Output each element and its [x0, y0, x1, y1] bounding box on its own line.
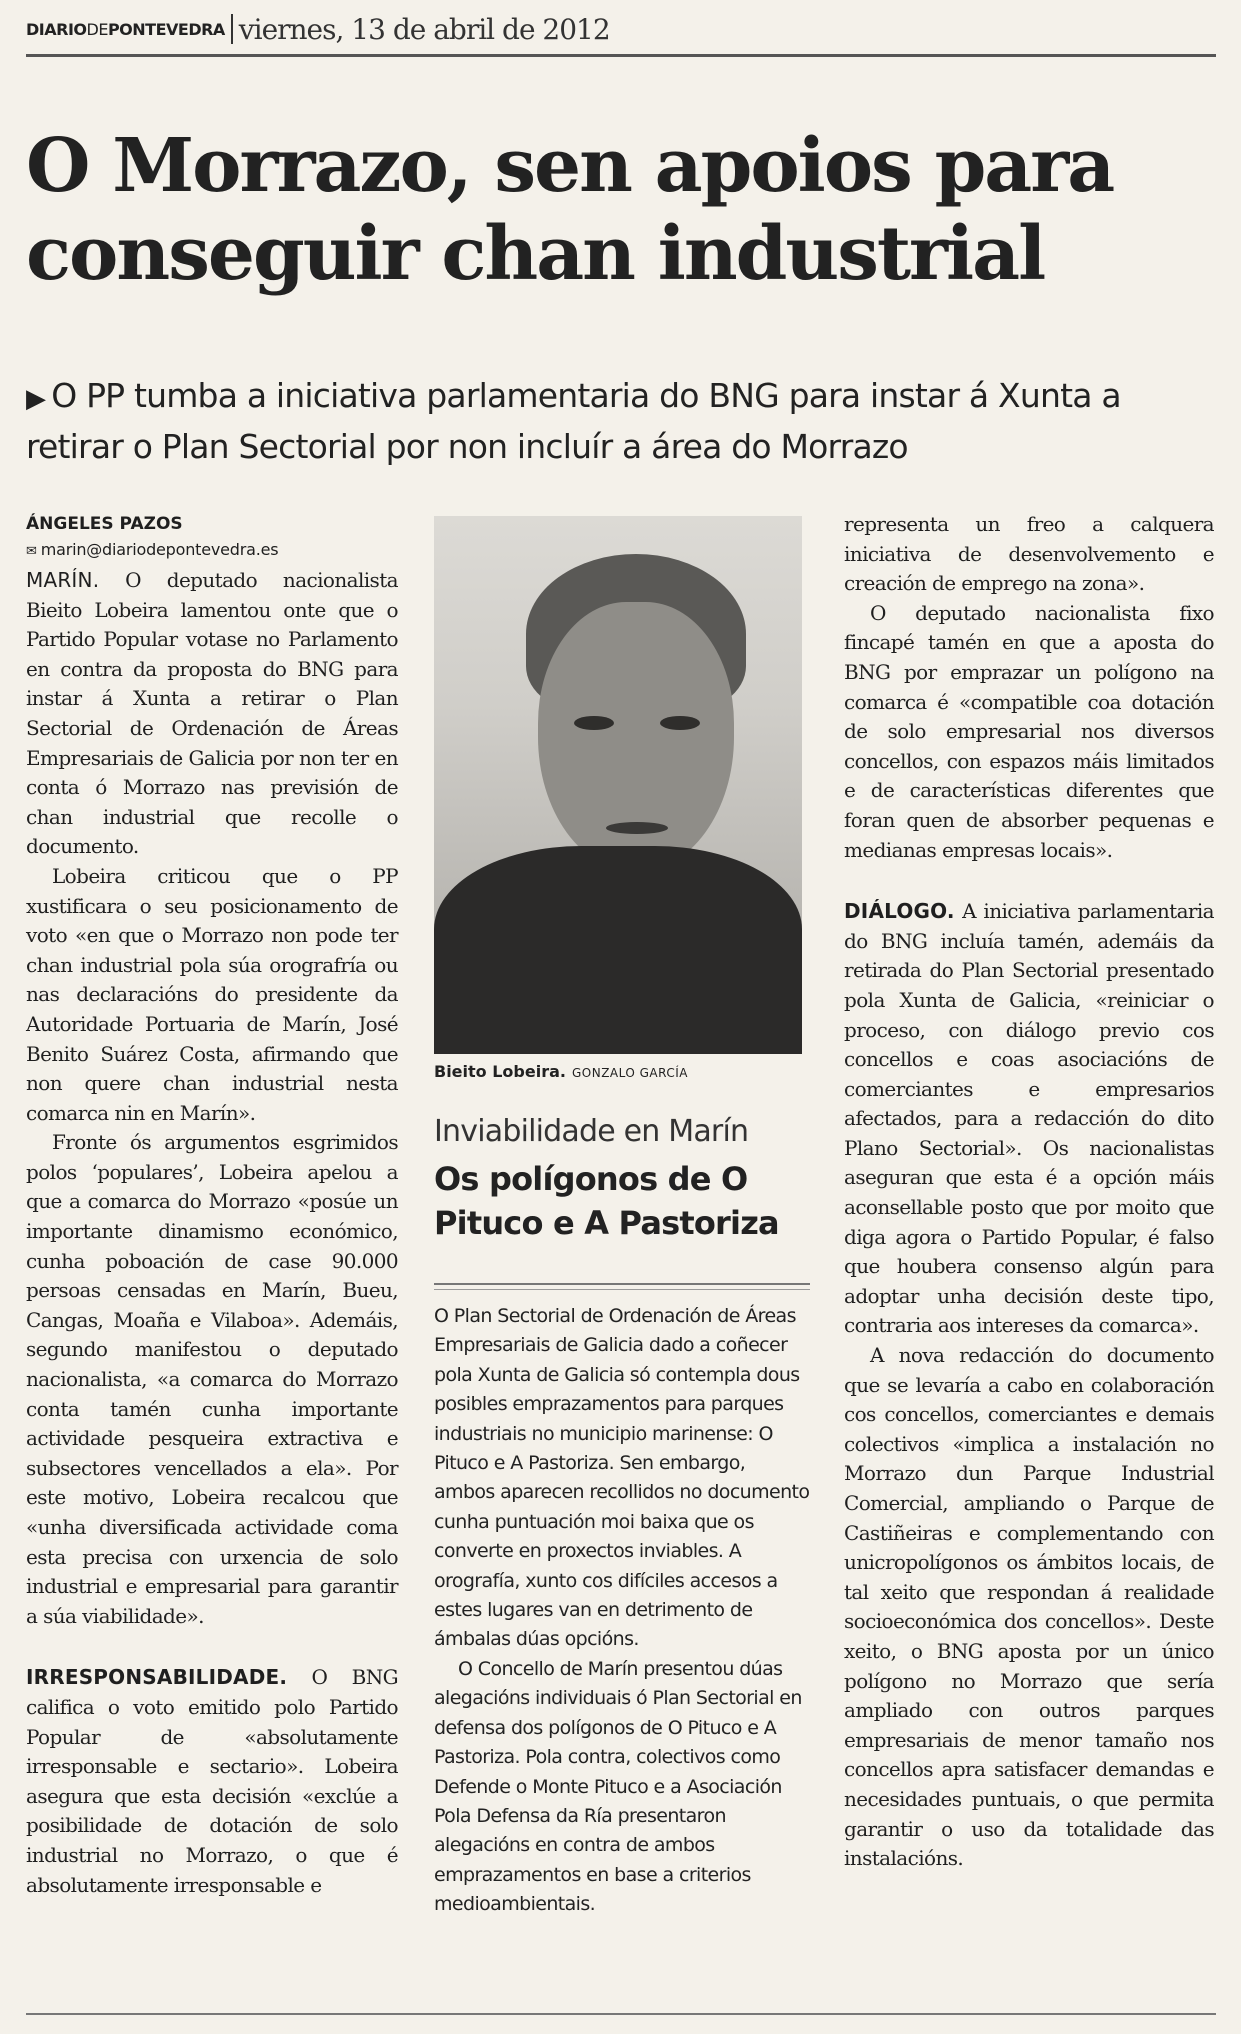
sidebar-title: Os polígonos de O Pituco e A Pastoriza	[434, 1160, 779, 1242]
author-email[interactable]	[26, 538, 398, 564]
article-column-3	[844, 510, 1214, 1874]
subheadline-text: O PP tumba a iniciativa parlamentaria do BNG para instar á Xunta a retirar o Plan Sectorial por non incluír a área do Morrazo	[26, 376, 1121, 466]
spacer	[844, 865, 1214, 897]
photo-eye-right	[660, 716, 700, 730]
sidebar-kicker: Inviabilidade en Marín	[434, 1114, 749, 1149]
paragraph-text: O deputado nacionalista Bieito Lobeira lamentou onte que o Partido Popular votase no Parlamento en contra da proposta do BNG para instar á Xunta a retirar o Plan Sectorial de Ordenación de Áreas Empresariais de Galicia por non ter en conta ó Morrazo nas previsión de chan industrial que recolle o documento.	[26, 568, 398, 859]
subheadline	[26, 372, 1211, 471]
section-kicker: DIÁLOGO.	[844, 899, 955, 924]
sidebar-rule-thin	[434, 1289, 810, 1290]
caption-name: Bieito Lobeira.	[434, 1062, 566, 1081]
paragraph	[844, 897, 1214, 1341]
sidebar-rule	[434, 1283, 810, 1285]
mail-icon: ✉	[26, 544, 37, 559]
section-kicker: IRRESPONSABILIDADE.	[26, 1665, 288, 1690]
paragraph-text: O BNG califica o voto emitido polo Partido Popular de «absolutamente irresponsable e sectario». Lobeira asegura que esta decisión «exclúe a posibilidade de dotación de solo industrial no Morrazo, o que é absolutamente irresponsable e	[26, 1665, 398, 1897]
portrait-photo	[434, 516, 802, 1054]
spacer	[26, 1631, 398, 1663]
dateline: MARÍN.	[26, 568, 100, 592]
headline: O Morrazo, sen apoios para conseguir chan industrial	[26, 123, 1114, 297]
paragraph	[26, 566, 398, 862]
paragraph: A nova redacción do documento que se levaría a cabo en colaboración cos concellos, comerciantes e demais colectivos «implica a instalación no Morrazo dun Parque Industrial Comercial, ampliando o Parque de Castiñeiras e complementando con unicropolígonos os ámbitos locais, de tal xeito que respondan á realidade socioeconómica dos concellos». Deste xeito, o BNG aposta por un único polígono no Morrazo que sería ampliado con outros parques empresariais de menor tamaño nos concellos apra satisfacer demandas e necesidades puntuais, o que permita garantir o uso da totalidade das instalacións.	[844, 1343, 1214, 1871]
photo-mouth	[606, 822, 668, 834]
masthead	[26, 8, 610, 50]
paragraph	[26, 1663, 398, 1900]
bottom-rule	[26, 2013, 1216, 2015]
photo-eye-left	[574, 716, 614, 730]
triangle-right-icon: ▶	[26, 384, 46, 414]
author-name: ÁNGELES PAZOS	[26, 514, 183, 534]
article-column-1	[26, 512, 398, 1900]
paragraph: representa un freo a calquera iniciativa de desenvolvemento e creación de emprego na zona».	[844, 512, 1214, 596]
paragraph: Lobeira criticou que o PP xustificara o seu posicionamento de voto «en que o Morrazo non pode ter chan industrial pola súa orografría ou nas declaracións do presidente da Autoridade Portuaria de Marín, José Benito Suárez Costa, afirmando que non quere chan industrial nesta comarca nin en Marín».	[26, 863, 398, 1125]
photo-credit: GONZALO GARCÍA	[571, 1066, 689, 1080]
photo-caption	[434, 1057, 802, 1087]
paragraph-text: A iniciativa parlamentaria do BNG incluía tamén, ademáis da retirada do Plan Sectorial presentado pola Xunta de Galicia, «reiniciar o proceso, con diálogo previo cos concellos e coas asociacións de comerciantes e empresarios afectados, para a redacción do dito Plano Sectorial». Os nacionalistas aseguran que esta é a opción máis aconsellable posto que por moito que diga agora o Partido Popular, é falso que houbera consenso algún para adoptar unha decisión deste tipo, contraria aos intereses da comarca».	[844, 899, 1214, 1338]
masthead-divider	[231, 14, 233, 44]
photo-body	[434, 846, 802, 1054]
issue-date: viernes, 13 de abril de 2012	[238, 12, 610, 46]
paragraph: O deputado nacionalista fixo fincapé tamén en que a aposta do BNG por emprazar un polígono na comarca é «compatible coa dotación de solo empresarial nos diversos concellos, con espazos máis limitados e de características diferentes que foran quen de absorber pequenas e medianas empresas locais».	[844, 600, 1214, 862]
top-rule	[26, 54, 1216, 57]
brand-logo: DIARIODEPONTEVEDRA	[26, 19, 225, 39]
paragraph: O Concello de Marín presentou dúas alegacións individuais ó Plan Sectorial en defensa dos polígonos de O Pituco e A Pastoriza. Pola contra, colectivos como Defende o Monte Pituco e a Asociación Pola Defensa da Ría presentaron alegacións en contra de ambos emprazamentos en base a criterios medioambientais.	[434, 1657, 802, 1916]
paragraph: O Plan Sectorial de Ordenación de Áreas Empresariais de Galicia dado a coñecer pola Xunta de Galicia só contempla dous posibles emprazamentos para parques industriais no municipio marinense: O Pituco e A Pastoriza. Sen embargo, ambos aparecen recollidos no documento cunha puntuación moi baixa que os converte en proxectos inviables. A orografía, xunto cos difíciles accesos a estes lugares van en detrimento de ámbalas dúas opcións.	[434, 1305, 810, 1651]
sidebar-body	[434, 1302, 810, 1920]
paragraph: Fronte ós argumentos esgrimidos polos ‘populares’, Lobeira apelou a que a comarca do Morrazo «posúe un importante dinamismo económico, cunha poboación de case 90.000 persoas censadas en Marín, Bueu, Cangas, Moaña e Vilaboa». Ademáis, segundo manifestou o deputado nacionalista, «a comarca do Morrazo conta tamén cunha importante actividade pesqueira extractiva e subsectores vencellados a ela». Por este motivo, Lobeira recalcou que «unha diversificada actividade coma esta precisa con urxencia de solo industrial e empresarial para garantir a súa viabilidade».	[26, 1130, 398, 1628]
author-email-text: marin@diariodepontevedra.es	[40, 540, 279, 559]
